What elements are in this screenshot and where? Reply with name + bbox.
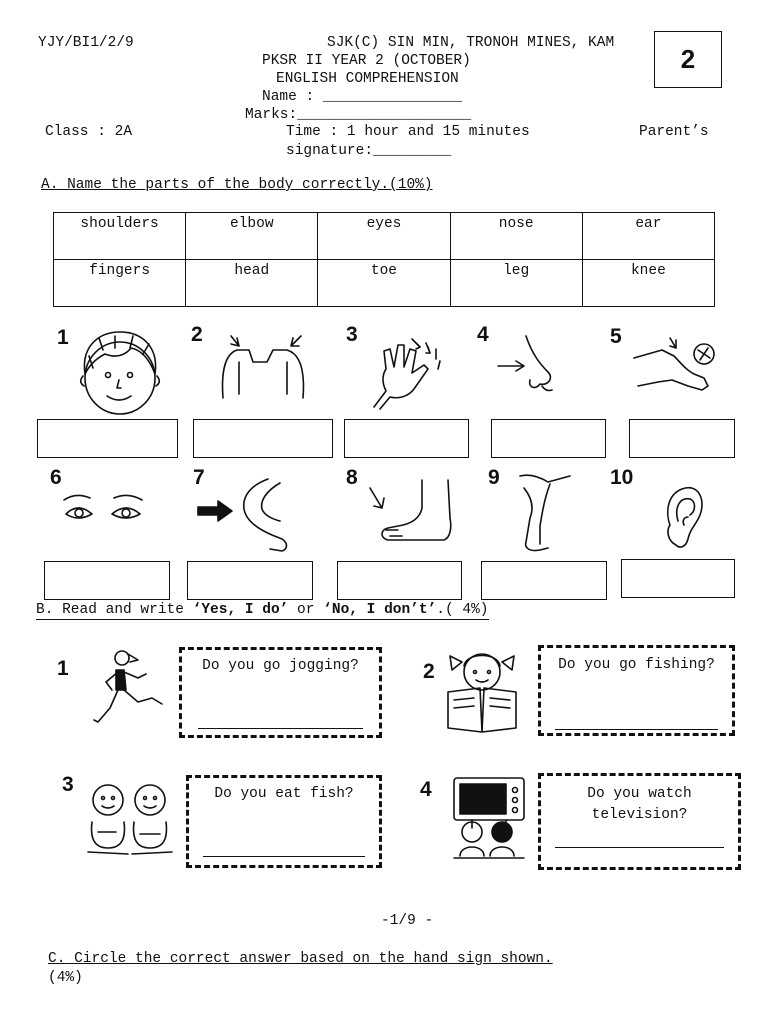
- ear-picture: [664, 485, 706, 549]
- item-number: 6: [50, 466, 62, 489]
- class-label: Class : 2A: [45, 124, 133, 140]
- word-cell: eyes: [318, 213, 450, 260]
- answer-box-8[interactable]: [337, 561, 462, 600]
- leg-picture: [510, 472, 576, 554]
- section-c-percent: (4%): [48, 970, 83, 985]
- section-b-no-answer: ‘No, I don’t’: [323, 602, 437, 618]
- section-a-title: A. Name the parts of the body correctly.(10%): [41, 177, 433, 193]
- question-text: Do you go fishing?: [558, 657, 715, 673]
- jogging-girl-picture: [90, 646, 168, 736]
- word-cell: knee: [582, 260, 714, 307]
- eyes-picture: [62, 494, 144, 526]
- toe-picture: [362, 478, 460, 544]
- subject-title: ENGLISH COMPREHENSION: [276, 71, 459, 87]
- item-number: 9: [488, 466, 500, 489]
- shoulders-picture: [215, 332, 313, 400]
- section-b-title: [36, 602, 489, 620]
- word-bank-table: [53, 212, 715, 307]
- answer-box-1[interactable]: [37, 419, 178, 458]
- word-cell: toe: [318, 260, 450, 307]
- knee-picture: [632, 336, 724, 398]
- question-box-2[interactable]: [538, 645, 735, 736]
- item-number: 4: [477, 323, 489, 346]
- word-cell: ear: [582, 213, 714, 260]
- head-picture: [75, 328, 165, 416]
- question-box-1[interactable]: [179, 647, 382, 738]
- section-b-title-or: or: [288, 602, 324, 618]
- question-box-3[interactable]: [186, 775, 382, 868]
- exam-title: PKSR II YEAR 2 (OCTOBER): [262, 53, 471, 69]
- section-c-title: C. Circle the correct answer based on the hand sign shown.: [48, 951, 553, 967]
- item-number: 7: [193, 466, 205, 489]
- answer-box-9[interactable]: [481, 561, 607, 600]
- marks-field[interactable]: Marks:____________________: [245, 107, 472, 123]
- section-b-title-suffix: .( 4%): [436, 602, 489, 618]
- answer-box-5[interactable]: [629, 419, 735, 458]
- word-cell: nose: [450, 213, 582, 260]
- section-b-yes-answer: ‘Yes, I do’: [192, 602, 289, 618]
- signature-field[interactable]: signature:_________: [286, 143, 452, 159]
- page-number: -1/9 -: [381, 913, 434, 929]
- question-box-4[interactable]: [538, 773, 741, 870]
- question-number: 3: [62, 773, 74, 796]
- word-cell: shoulders: [54, 213, 186, 260]
- question-text: Do you go jogging?: [202, 658, 359, 674]
- answer-box-2[interactable]: [193, 419, 333, 458]
- nose-picture: [496, 334, 566, 394]
- question-number: 2: [423, 660, 435, 683]
- school-name: SJK(C) SIN MIN, TRONOH MINES, KAM: [327, 35, 615, 51]
- answer-box-3[interactable]: [344, 419, 469, 458]
- item-number: 1: [57, 326, 69, 349]
- question-number: 4: [420, 778, 432, 801]
- name-field[interactable]: Name : ________________: [262, 89, 463, 105]
- answer-line[interactable]: [555, 847, 724, 848]
- reading-girl-picture: [440, 648, 524, 734]
- answer-line[interactable]: [555, 729, 718, 730]
- section-b-title-prefix: B. Read and write: [36, 602, 193, 618]
- time-label: Time : 1 hour and 15 minutes: [286, 124, 530, 140]
- fingers-picture: [368, 335, 448, 411]
- word-cell: elbow: [186, 213, 318, 260]
- answer-box-7[interactable]: [187, 561, 313, 600]
- item-number: 2: [191, 323, 203, 346]
- paper-code: YJY/BI1/2/9: [38, 35, 134, 51]
- question-text: Do you watch television?: [587, 786, 692, 823]
- parent-label: Parent’s: [639, 124, 709, 140]
- word-cell: leg: [450, 260, 582, 307]
- answer-line[interactable]: [203, 856, 365, 857]
- elbow-picture: [196, 477, 294, 555]
- item-number: 8: [346, 466, 358, 489]
- answer-box-4[interactable]: [491, 419, 606, 458]
- answer-line[interactable]: [198, 728, 363, 729]
- children-eating-picture: [84, 782, 176, 860]
- answer-box-10[interactable]: [621, 559, 735, 598]
- word-cell: head: [186, 260, 318, 307]
- children-watching-tv-picture: [448, 774, 530, 860]
- item-number: 5: [610, 325, 622, 348]
- answer-box-6[interactable]: [44, 561, 170, 600]
- question-text: Do you eat fish?: [214, 786, 354, 802]
- item-number: 3: [346, 323, 358, 346]
- question-number: 1: [57, 657, 69, 680]
- paper-number-box: 2: [654, 31, 722, 88]
- word-cell: fingers: [54, 260, 186, 307]
- item-number: 10: [610, 466, 634, 489]
